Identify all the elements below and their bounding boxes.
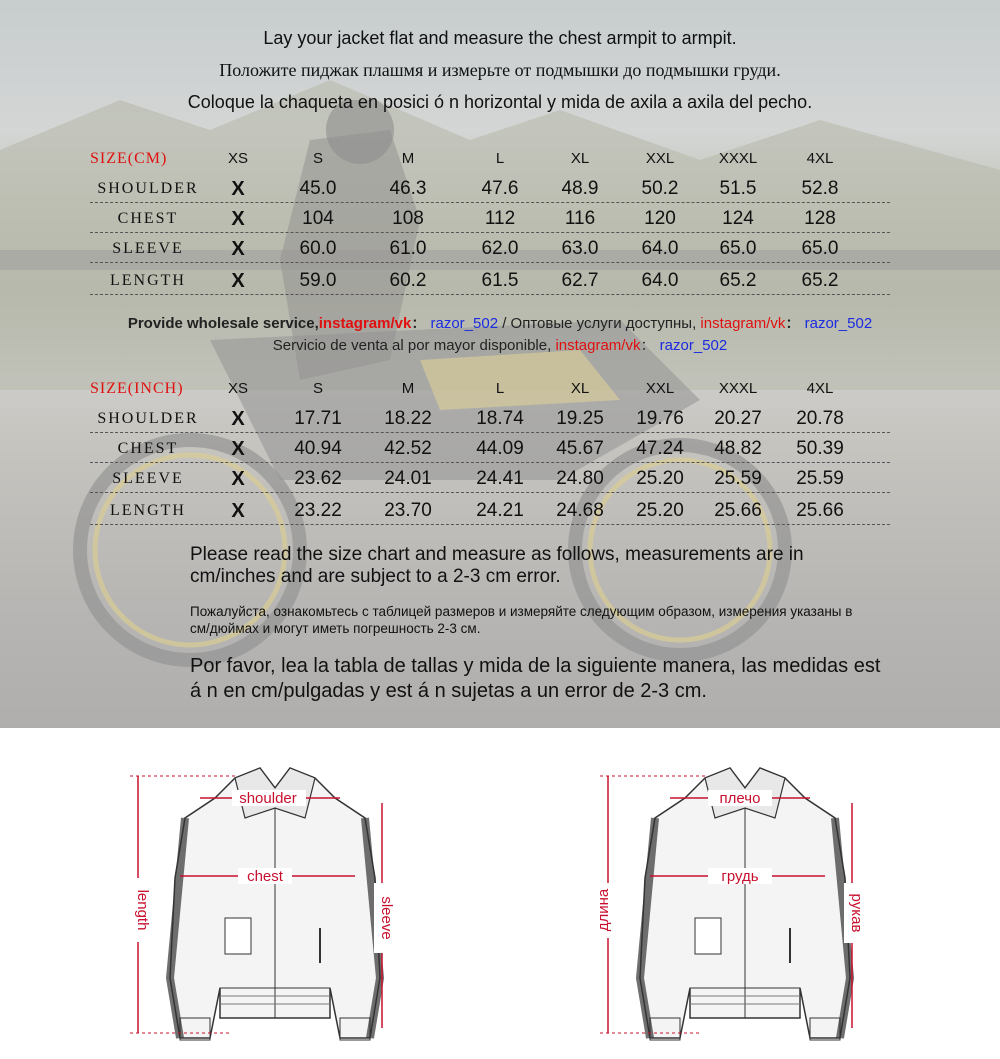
table-cell: 45.67 (556, 438, 604, 459)
header-en: Lay your jacket flat and measure the chest armpit to armpit. (263, 28, 737, 48)
measurement-diagrams (0, 728, 1000, 1054)
table-cell: 60.2 (389, 270, 427, 291)
table-cell: 18.22 (384, 408, 432, 429)
measurement-label: SHOULDER (97, 180, 199, 197)
measurement-label: CHEST (117, 210, 179, 227)
table-cell: 44.09 (476, 438, 524, 459)
size-header-cell: XXL (645, 380, 675, 397)
table-cell: 65.2 (801, 270, 839, 291)
table-cell: 62.7 (561, 270, 599, 291)
table-cell: 24.80 (556, 468, 604, 489)
table-cell: 50.39 (796, 438, 844, 459)
table-row (90, 406, 890, 433)
table-cell: 108 (392, 208, 424, 229)
handle-link[interactable]: razor_502 (430, 315, 499, 332)
jacket-diagrams-svg (0, 728, 1000, 1054)
handle-link-2[interactable]: razor_502 (804, 315, 873, 332)
table-cell: 25.59 (714, 468, 762, 489)
table-cell: 23.70 (384, 500, 432, 521)
size-header-cell: XS (227, 380, 248, 397)
table-cell: 65.2 (719, 270, 757, 291)
size-header-cell: L (495, 150, 505, 167)
size-header-cell: XL (570, 150, 590, 167)
table-cell: 19.25 (556, 408, 604, 429)
size-header-cell: 4XL (806, 150, 834, 167)
table-row (90, 268, 890, 295)
table-cell: 20.27 (714, 408, 762, 429)
size-header-cell: XS (227, 150, 248, 167)
table-cell: X (231, 238, 245, 260)
table-cell: 61.5 (481, 270, 519, 291)
table-cell: 25.59 (796, 468, 844, 489)
table-cell: 23.22 (294, 500, 342, 521)
length-label-ru: длина (595, 888, 612, 932)
table-cell: 120 (644, 208, 676, 229)
table-cell: 62.0 (481, 238, 519, 259)
chest-label: chest (247, 868, 283, 885)
table-cell: X (231, 408, 245, 430)
table-cell: 19.76 (636, 408, 684, 429)
table-header-row (90, 146, 890, 172)
table-cell: 25.66 (796, 500, 844, 521)
table-cell: 23.62 (294, 468, 342, 489)
jacket-diagram-ru (595, 768, 865, 1040)
table-cell: X (231, 500, 245, 522)
wholesale-text-ru: / Оптовые услуги доступны, (498, 315, 701, 332)
colon-2: ： (785, 315, 801, 332)
measurement-label: LENGTH (110, 272, 186, 289)
wholesale-text-en: Provide wholesale service, (127, 315, 319, 332)
table-cell: 116 (564, 208, 596, 229)
note-en: Please read the size chart and measure as follows, measurements are in cm/inches and are subject to a 2-3 cm error. (190, 544, 804, 587)
table-cell: 112 (484, 208, 516, 229)
shoulder-label-ru: плечо (719, 790, 761, 807)
table-header-row (90, 376, 890, 402)
sleeve-label: sleeve (378, 896, 395, 940)
measurement-label: SLEEVE (112, 240, 184, 257)
table-cell: 20.78 (796, 408, 844, 429)
table-row (90, 498, 890, 525)
size-header-cell: S (312, 150, 323, 167)
table-cell: 59.0 (299, 270, 337, 291)
table-cell: 47.6 (481, 178, 519, 199)
table-cell: 65.0 (719, 238, 757, 259)
table-cell: 45.0 (299, 178, 337, 199)
length-label: length (134, 889, 151, 931)
wholesale-text-es: Servicio de venta al por mayor disponible, (272, 337, 556, 354)
size-header-cell: L (495, 380, 505, 397)
table-cell: 25.20 (636, 468, 684, 489)
table-row (90, 206, 890, 233)
note-es: Por favor, lea la tabla de tallas y mida de la siguiente manera, las medidas est á n en cm/pulgadas y est á n sujetas a un error de 2-3 cm. (190, 655, 881, 702)
table-cell: 65.0 (801, 238, 839, 259)
table-cell: 48.82 (714, 438, 762, 459)
table-cell: 18.74 (476, 408, 524, 429)
table-cell: 52.8 (801, 178, 839, 199)
table-unit-label: SIZE(CM) (90, 150, 168, 167)
size-header-cell: XXXL (718, 380, 758, 397)
size-header-cell: M (401, 380, 415, 397)
wholesale-line-1 (0, 312, 1000, 333)
table-cell: 24.21 (476, 500, 524, 521)
instagram-vk-link[interactable]: instagram/vk (318, 315, 412, 332)
size-header-cell: XXXL (718, 150, 758, 167)
table-row (90, 236, 890, 263)
table-cell: 64.0 (641, 238, 679, 259)
table-cell: 42.52 (384, 438, 432, 459)
measurement-label: CHEST (117, 440, 179, 457)
sleeve-label-ru: рукав (848, 893, 865, 933)
table-cell: 51.5 (719, 178, 757, 199)
instagram-vk-link-2[interactable]: instagram/vk (700, 315, 786, 332)
measurement-label: LENGTH (110, 502, 186, 519)
table-cell: 61.0 (389, 238, 427, 259)
wholesale-line-2 (0, 334, 1000, 355)
table-cell: X (231, 468, 245, 490)
jacket-diagram-en (130, 768, 395, 1040)
table-unit-label: SIZE(INCH) (90, 380, 184, 397)
table-cell: 25.20 (636, 500, 684, 521)
handle-link-3[interactable]: razor_502 (659, 337, 728, 354)
table-cell: 128 (804, 208, 836, 229)
colon: ： (411, 315, 427, 332)
table-cell: 40.94 (294, 438, 342, 459)
size-header-cell: M (401, 150, 415, 167)
shoulder-label: shoulder (239, 790, 297, 807)
table-cell: 17.71 (294, 408, 342, 429)
note-ru: Пожалуйста, ознакомьтесь с таблицей размеров и измеряйте следующим образом, измерения указаны в см/дюймах и могут иметь погрешность 2-3 см. (190, 604, 853, 636)
table-cell: 25.66 (714, 500, 762, 521)
table-cell: 124 (722, 208, 754, 229)
measurement-label: SLEEVE (112, 470, 184, 487)
table-cell: X (231, 438, 245, 460)
table-cell: 60.0 (299, 238, 337, 259)
size-header-cell: S (312, 380, 323, 397)
table-cell: 24.41 (476, 468, 524, 489)
size-header-cell: XXL (645, 150, 675, 167)
table-cell: 63.0 (561, 238, 599, 259)
table-row (90, 436, 890, 463)
chest-label-ru: грудь (721, 868, 759, 885)
table-cell: 46.3 (389, 178, 427, 199)
table-cell: 64.0 (641, 270, 679, 291)
table-row (90, 466, 890, 493)
table-cell: X (231, 208, 245, 230)
table-cell: 47.24 (636, 438, 684, 459)
colon-3: ： (640, 337, 656, 354)
header-es: Coloque la chaqueta en posici ó n horizontal y mida de axila a axila del pecho. (187, 92, 813, 112)
size-header-cell: 4XL (806, 380, 834, 397)
table-cell: X (231, 270, 245, 292)
table-cell: 50.2 (641, 178, 679, 199)
table-cell: X (231, 178, 245, 200)
table-cell: 24.01 (384, 468, 432, 489)
header-ru: Положите пиджак плашмя и измерьте от подмышки до подмышки груди. (219, 60, 781, 80)
table-cell: 24.68 (556, 500, 604, 521)
table-cell: 104 (302, 208, 334, 229)
size-header-cell: XL (570, 380, 590, 397)
instagram-vk-link-3[interactable]: instagram/vk (555, 337, 641, 354)
table-row (90, 176, 890, 203)
measurement-label: SHOULDER (97, 410, 199, 427)
table-cell: 48.9 (561, 178, 599, 199)
